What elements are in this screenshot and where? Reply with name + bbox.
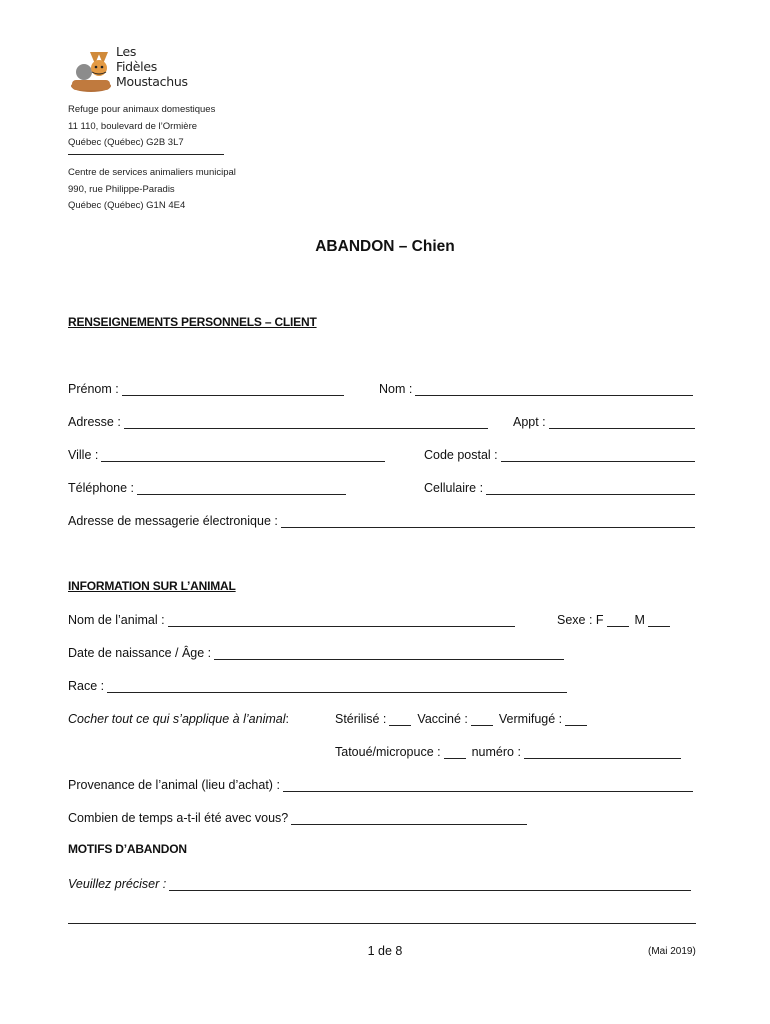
email-field[interactable] <box>68 512 695 528</box>
microchip-field[interactable] <box>335 743 681 759</box>
vaccinated-label: Vacciné : <box>417 712 468 726</box>
check-instruction-label: Cocher tout ce qui s’applique à l’animal <box>68 712 286 726</box>
email-line[interactable] <box>281 516 695 528</box>
apartment-line[interactable] <box>549 417 695 429</box>
sex-label: Sexe : F <box>557 613 604 627</box>
reasons-line[interactable] <box>169 879 691 891</box>
duration-field[interactable] <box>68 809 527 825</box>
microchip-number-line[interactable] <box>524 747 681 759</box>
postal-code-line[interactable] <box>501 450 695 462</box>
provenance-label: Provenance de l’animal (lieu d’achat) : <box>68 778 280 792</box>
sterilized-line[interactable] <box>389 714 411 726</box>
city-label: Ville : <box>68 448 99 462</box>
reasons-field[interactable] <box>68 875 691 891</box>
reasons-extra-field[interactable] <box>68 908 696 924</box>
form-title: ABANDON – Chien <box>315 238 455 255</box>
phone-label: Téléphone : <box>68 481 135 495</box>
postal-code-label: Code postal : <box>424 448 498 462</box>
address-line: Québec (Québec) G1N 4E4 <box>68 200 186 211</box>
address-label: Adresse : <box>68 415 121 429</box>
cellphone-field[interactable] <box>424 479 695 495</box>
first-name-field[interactable] <box>68 380 344 396</box>
revision-date: (Mai 2019) <box>648 946 696 957</box>
microchip-line[interactable] <box>444 747 466 759</box>
cellphone-label: Cellulaire : <box>424 481 484 495</box>
postal-code-field[interactable] <box>424 446 695 462</box>
phone-field[interactable] <box>68 479 346 495</box>
first-name-label: Prénom : <box>68 382 119 396</box>
apartment-field[interactable] <box>513 413 695 429</box>
header-divider <box>68 154 224 155</box>
address-field[interactable] <box>68 413 488 429</box>
animal-name-label: Nom de l’animal : <box>68 613 165 627</box>
sex-m-line[interactable] <box>648 615 670 627</box>
duration-label: Combien de temps a-t-il été avec vous? <box>68 811 289 825</box>
phone-line[interactable] <box>137 483 346 495</box>
fox-logo-icon <box>68 44 114 96</box>
organization-logo <box>68 44 188 96</box>
provenance-line[interactable] <box>283 780 693 792</box>
sex-m-label: M <box>634 613 645 627</box>
cellphone-line[interactable] <box>486 483 695 495</box>
logo-line-1: Les <box>116 44 137 59</box>
reasons-section-heading: MOTIFS D’ABANDON <box>68 842 187 856</box>
breed-line[interactable] <box>107 681 567 693</box>
address-line: Centre de services animaliers municipal <box>68 167 236 178</box>
city-line[interactable] <box>101 450 385 462</box>
address-line: 990, rue Philippe-Paradis <box>68 183 175 195</box>
reasons-extra-line[interactable] <box>68 912 696 924</box>
sterilized-label: Stérilisé : <box>335 712 387 726</box>
sex-field[interactable] <box>557 611 676 627</box>
health-checks[interactable] <box>335 710 593 726</box>
sex-f-line[interactable] <box>607 615 629 627</box>
address-line: 11 110, boulevard de l’Ormière <box>68 120 198 132</box>
microchip-number-label: numéro : <box>471 745 521 759</box>
apartment-label: Appt : <box>513 415 546 429</box>
provenance-field[interactable] <box>68 776 693 792</box>
city-field[interactable] <box>68 446 385 462</box>
last-name-label: Nom : <box>379 382 413 396</box>
breed-label: Race : <box>68 679 105 693</box>
first-name-line[interactable] <box>122 384 344 396</box>
animal-name-field[interactable] <box>68 611 515 627</box>
last-name-line[interactable] <box>415 384 693 396</box>
shelter-address <box>68 102 215 152</box>
reasons-label: Veuillez préciser : <box>68 877 167 891</box>
dewormed-label: Vermifugé : <box>498 712 563 726</box>
logo-text <box>116 44 188 89</box>
dewormed-line[interactable] <box>565 714 587 726</box>
municipal-center-address <box>68 165 236 215</box>
birthdate-field[interactable] <box>68 644 564 660</box>
vaccinated-line[interactable] <box>471 714 493 726</box>
address-line: Québec (Québec) G2B 3L7 <box>68 137 184 148</box>
birthdate-label: Date de naissance / Âge : <box>68 646 212 660</box>
page-number: 1 de 8 <box>367 944 403 958</box>
client-section-heading: RENSEIGNEMENTS PERSONNELS – CLIENT <box>68 315 317 329</box>
check-instruction-colon: : <box>285 712 289 726</box>
duration-line[interactable] <box>291 813 527 825</box>
check-instruction <box>68 710 289 726</box>
breed-field[interactable] <box>68 677 567 693</box>
logo-line-3: Moustachus <box>116 74 188 89</box>
animal-name-line[interactable] <box>168 615 515 627</box>
animal-section-heading: INFORMATION SUR L’ANIMAL <box>68 579 236 593</box>
address-line-input[interactable] <box>124 417 488 429</box>
last-name-field[interactable] <box>379 380 693 396</box>
address-line: Refuge pour animaux domestiques <box>68 104 216 115</box>
logo-line-2: Fidèles <box>116 59 157 74</box>
birthdate-line[interactable] <box>214 648 564 660</box>
email-label: Adresse de messagerie électronique : <box>68 514 278 528</box>
microchip-label: Tatoué/micropuce : <box>335 745 441 759</box>
